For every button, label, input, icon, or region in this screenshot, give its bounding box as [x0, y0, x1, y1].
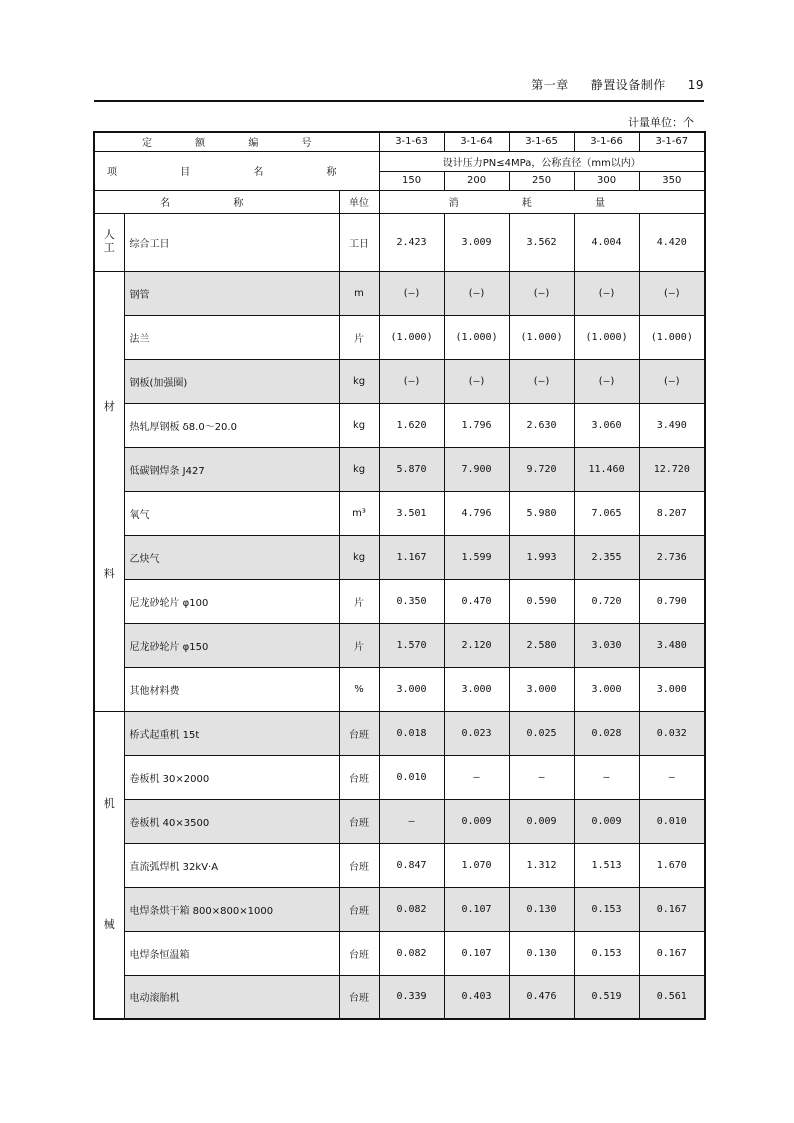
item-value: 1.599	[444, 535, 509, 579]
item-value: 0.476	[509, 975, 574, 1019]
item-value: 0.107	[444, 887, 509, 931]
table-row	[94, 535, 705, 579]
item-value: 0.023	[444, 711, 509, 755]
item-value: 0.339	[379, 975, 444, 1019]
category-machine-char-1: 机	[103, 797, 115, 811]
item-value: 3.480	[639, 623, 705, 667]
code-cell: 3-1-63	[379, 132, 444, 151]
table-row	[94, 403, 705, 447]
table-row	[94, 623, 705, 667]
unit-label-cell: 单位	[339, 190, 379, 213]
quota-table	[93, 131, 706, 1020]
item-name: 法兰	[124, 315, 339, 359]
table-row	[94, 491, 705, 535]
item-value: 2.630	[509, 403, 574, 447]
item-value: —	[639, 755, 705, 799]
item-unit: 台班	[339, 799, 379, 843]
item-value: 3.060	[574, 403, 639, 447]
category-material	[94, 271, 124, 711]
item-name: 电动滚胎机	[124, 975, 339, 1019]
table-row	[94, 579, 705, 623]
item-unit: m³	[339, 491, 379, 535]
item-value: 0.790	[639, 579, 705, 623]
item-unit: 片	[339, 623, 379, 667]
item-value: 0.130	[509, 931, 574, 975]
item-unit: kg	[339, 403, 379, 447]
quota-label: 定 额 编 号	[141, 138, 332, 150]
item-value: 7.900	[444, 447, 509, 491]
item-unit: %	[339, 667, 379, 711]
item-name: 低碳钢焊条 J427	[124, 447, 339, 491]
item-unit: 台班	[339, 931, 379, 975]
item-name: 尼龙砂轮片 φ150	[124, 623, 339, 667]
section-title: 静置设备制作	[590, 78, 666, 92]
item-unit: 台班	[339, 975, 379, 1019]
item-value: 2.120	[444, 623, 509, 667]
item-value: 0.082	[379, 887, 444, 931]
item-value: 0.082	[379, 931, 444, 975]
item-value: (—)	[509, 271, 574, 315]
item-value: 12.720	[639, 447, 705, 491]
item-value: 0.167	[639, 887, 705, 931]
item-value: 3.490	[639, 403, 705, 447]
labor-value: 4.420	[639, 213, 705, 271]
table-row	[94, 931, 705, 975]
diameter-cell: 250	[509, 171, 574, 190]
item-value: 2.355	[574, 535, 639, 579]
item-value: 4.796	[444, 491, 509, 535]
item-name: 桥式起重机 15t	[124, 711, 339, 755]
item-name: 乙炔气	[124, 535, 339, 579]
item-value: 0.167	[639, 931, 705, 975]
item-value: 0.009	[444, 799, 509, 843]
quota-label-cell	[94, 132, 379, 151]
item-unit: 台班	[339, 887, 379, 931]
labor-name: 综合工日	[124, 213, 339, 271]
item-value: 3.000	[639, 667, 705, 711]
item-name: 氧气	[124, 491, 339, 535]
diameter-cell: 300	[574, 171, 639, 190]
code-cell: 3-1-65	[509, 132, 574, 151]
item-value: 2.736	[639, 535, 705, 579]
item-value: 8.207	[639, 491, 705, 535]
category-labor: 人工	[94, 213, 124, 271]
item-unit: 台班	[339, 843, 379, 887]
item-value: (1.000)	[509, 315, 574, 359]
item-name: 直流弧焊机 32kV·A	[124, 843, 339, 887]
table-row	[94, 975, 705, 1019]
table-row	[94, 799, 705, 843]
item-value: 1.312	[509, 843, 574, 887]
item-name: 电焊条烘干箱 800×800×1000	[124, 887, 339, 931]
item-value: 2.580	[509, 623, 574, 667]
consumption-label-cell	[379, 190, 705, 213]
item-value: 0.470	[444, 579, 509, 623]
item-value: 0.590	[509, 579, 574, 623]
chapter-title: 第一章	[531, 78, 569, 92]
item-value: 3.000	[444, 667, 509, 711]
item-name: 卷板机 30×2000	[124, 755, 339, 799]
item-name: 电焊条恒温箱	[124, 931, 339, 975]
code-cell: 3-1-66	[574, 132, 639, 151]
item-value: 0.018	[379, 711, 444, 755]
item-value: 0.350	[379, 579, 444, 623]
item-unit: m	[339, 271, 379, 315]
category-material-char-1: 材	[103, 400, 115, 414]
item-value: 0.032	[639, 711, 705, 755]
item-value: (—)	[444, 359, 509, 403]
table-row	[94, 887, 705, 931]
item-unit: kg	[339, 359, 379, 403]
item-value: 0.025	[509, 711, 574, 755]
item-value: 3.000	[379, 667, 444, 711]
labor-value: 3.562	[509, 213, 574, 271]
item-value: (1.000)	[639, 315, 705, 359]
table-row	[94, 711, 705, 755]
item-value: 0.009	[509, 799, 574, 843]
diameter-cell: 150	[379, 171, 444, 190]
item-value: (—)	[639, 271, 705, 315]
item-label-cell	[94, 151, 379, 190]
header-rule	[94, 100, 704, 102]
item-unit: kg	[339, 447, 379, 491]
item-value: 0.153	[574, 931, 639, 975]
item-value: 1.570	[379, 623, 444, 667]
item-value: 5.980	[509, 491, 574, 535]
table-row	[94, 843, 705, 887]
item-value: 0.009	[574, 799, 639, 843]
item-value: —	[444, 755, 509, 799]
item-value: 1.513	[574, 843, 639, 887]
item-value: 9.720	[509, 447, 574, 491]
item-value: (—)	[379, 271, 444, 315]
item-value: 1.620	[379, 403, 444, 447]
item-value: 0.403	[444, 975, 509, 1019]
item-name: 钢管	[124, 271, 339, 315]
item-value: 1.167	[379, 535, 444, 579]
item-value: 1.670	[639, 843, 705, 887]
item-unit: 台班	[339, 711, 379, 755]
item-value: (—)	[379, 359, 444, 403]
diameter-cell: 350	[639, 171, 705, 190]
spec-cell: 设计压力PN≤4MPa，公称直径（mm以内）	[379, 151, 705, 171]
item-value: 7.065	[574, 491, 639, 535]
item-value: (—)	[574, 271, 639, 315]
table-row	[94, 359, 705, 403]
item-label: 项 目 名 称	[106, 167, 367, 178]
consumption-label: 消 耗 量	[448, 198, 635, 209]
item-value: 0.519	[574, 975, 639, 1019]
unit-note: 计量单位：个	[628, 116, 694, 129]
item-unit: 台班	[339, 755, 379, 799]
item-value: (—)	[509, 359, 574, 403]
labor-value: 2.423	[379, 213, 444, 271]
labor-value: 4.004	[574, 213, 639, 271]
diameter-cell: 200	[444, 171, 509, 190]
item-value: 0.028	[574, 711, 639, 755]
item-unit: 片	[339, 315, 379, 359]
item-value: 3.000	[509, 667, 574, 711]
item-unit: kg	[339, 535, 379, 579]
item-name: 尼龙砂轮片 φ100	[124, 579, 339, 623]
item-value: 3.501	[379, 491, 444, 535]
item-value: 5.870	[379, 447, 444, 491]
table-row	[94, 315, 705, 359]
labor-unit: 工日	[339, 213, 379, 271]
item-unit: 片	[339, 579, 379, 623]
item-value: 0.010	[379, 755, 444, 799]
item-name: 钢板(加强圈)	[124, 359, 339, 403]
name-label: 名 称	[160, 198, 274, 209]
page-number: 19	[687, 78, 704, 92]
page-header	[94, 76, 704, 92]
item-value: 0.153	[574, 887, 639, 931]
item-value: 0.561	[639, 975, 705, 1019]
item-name: 热轧厚钢板 δ8.0～20.0	[124, 403, 339, 447]
item-value: 3.030	[574, 623, 639, 667]
table-row	[94, 447, 705, 491]
item-value: (1.000)	[574, 315, 639, 359]
item-value: (1.000)	[379, 315, 444, 359]
item-value: (—)	[444, 271, 509, 315]
item-value: 11.460	[574, 447, 639, 491]
item-value: (—)	[639, 359, 705, 403]
item-value: 3.000	[574, 667, 639, 711]
item-value: 0.847	[379, 843, 444, 887]
item-value: 0.010	[639, 799, 705, 843]
code-cell: 3-1-64	[444, 132, 509, 151]
name-label-cell	[94, 190, 339, 213]
item-value: 0.107	[444, 931, 509, 975]
item-value: 0.720	[574, 579, 639, 623]
item-value: (1.000)	[444, 315, 509, 359]
item-name: 卷板机 40×3500	[124, 799, 339, 843]
category-material-char-2: 料	[103, 567, 115, 580]
item-value: 1.993	[509, 535, 574, 579]
item-value: 1.796	[444, 403, 509, 447]
code-cell: 3-1-67	[639, 132, 705, 151]
item-value: —	[509, 755, 574, 799]
item-value: —	[379, 799, 444, 843]
item-name: 其他材料费	[124, 667, 339, 711]
item-value: —	[574, 755, 639, 799]
table-row	[94, 755, 705, 799]
category-machine-char-2: 械	[103, 917, 115, 931]
item-value: 1.070	[444, 843, 509, 887]
item-value: (—)	[574, 359, 639, 403]
item-value: 0.130	[509, 887, 574, 931]
table-row	[94, 667, 705, 711]
labor-value: 3.009	[444, 213, 509, 271]
category-machine	[94, 711, 124, 1019]
table-row	[94, 271, 705, 315]
